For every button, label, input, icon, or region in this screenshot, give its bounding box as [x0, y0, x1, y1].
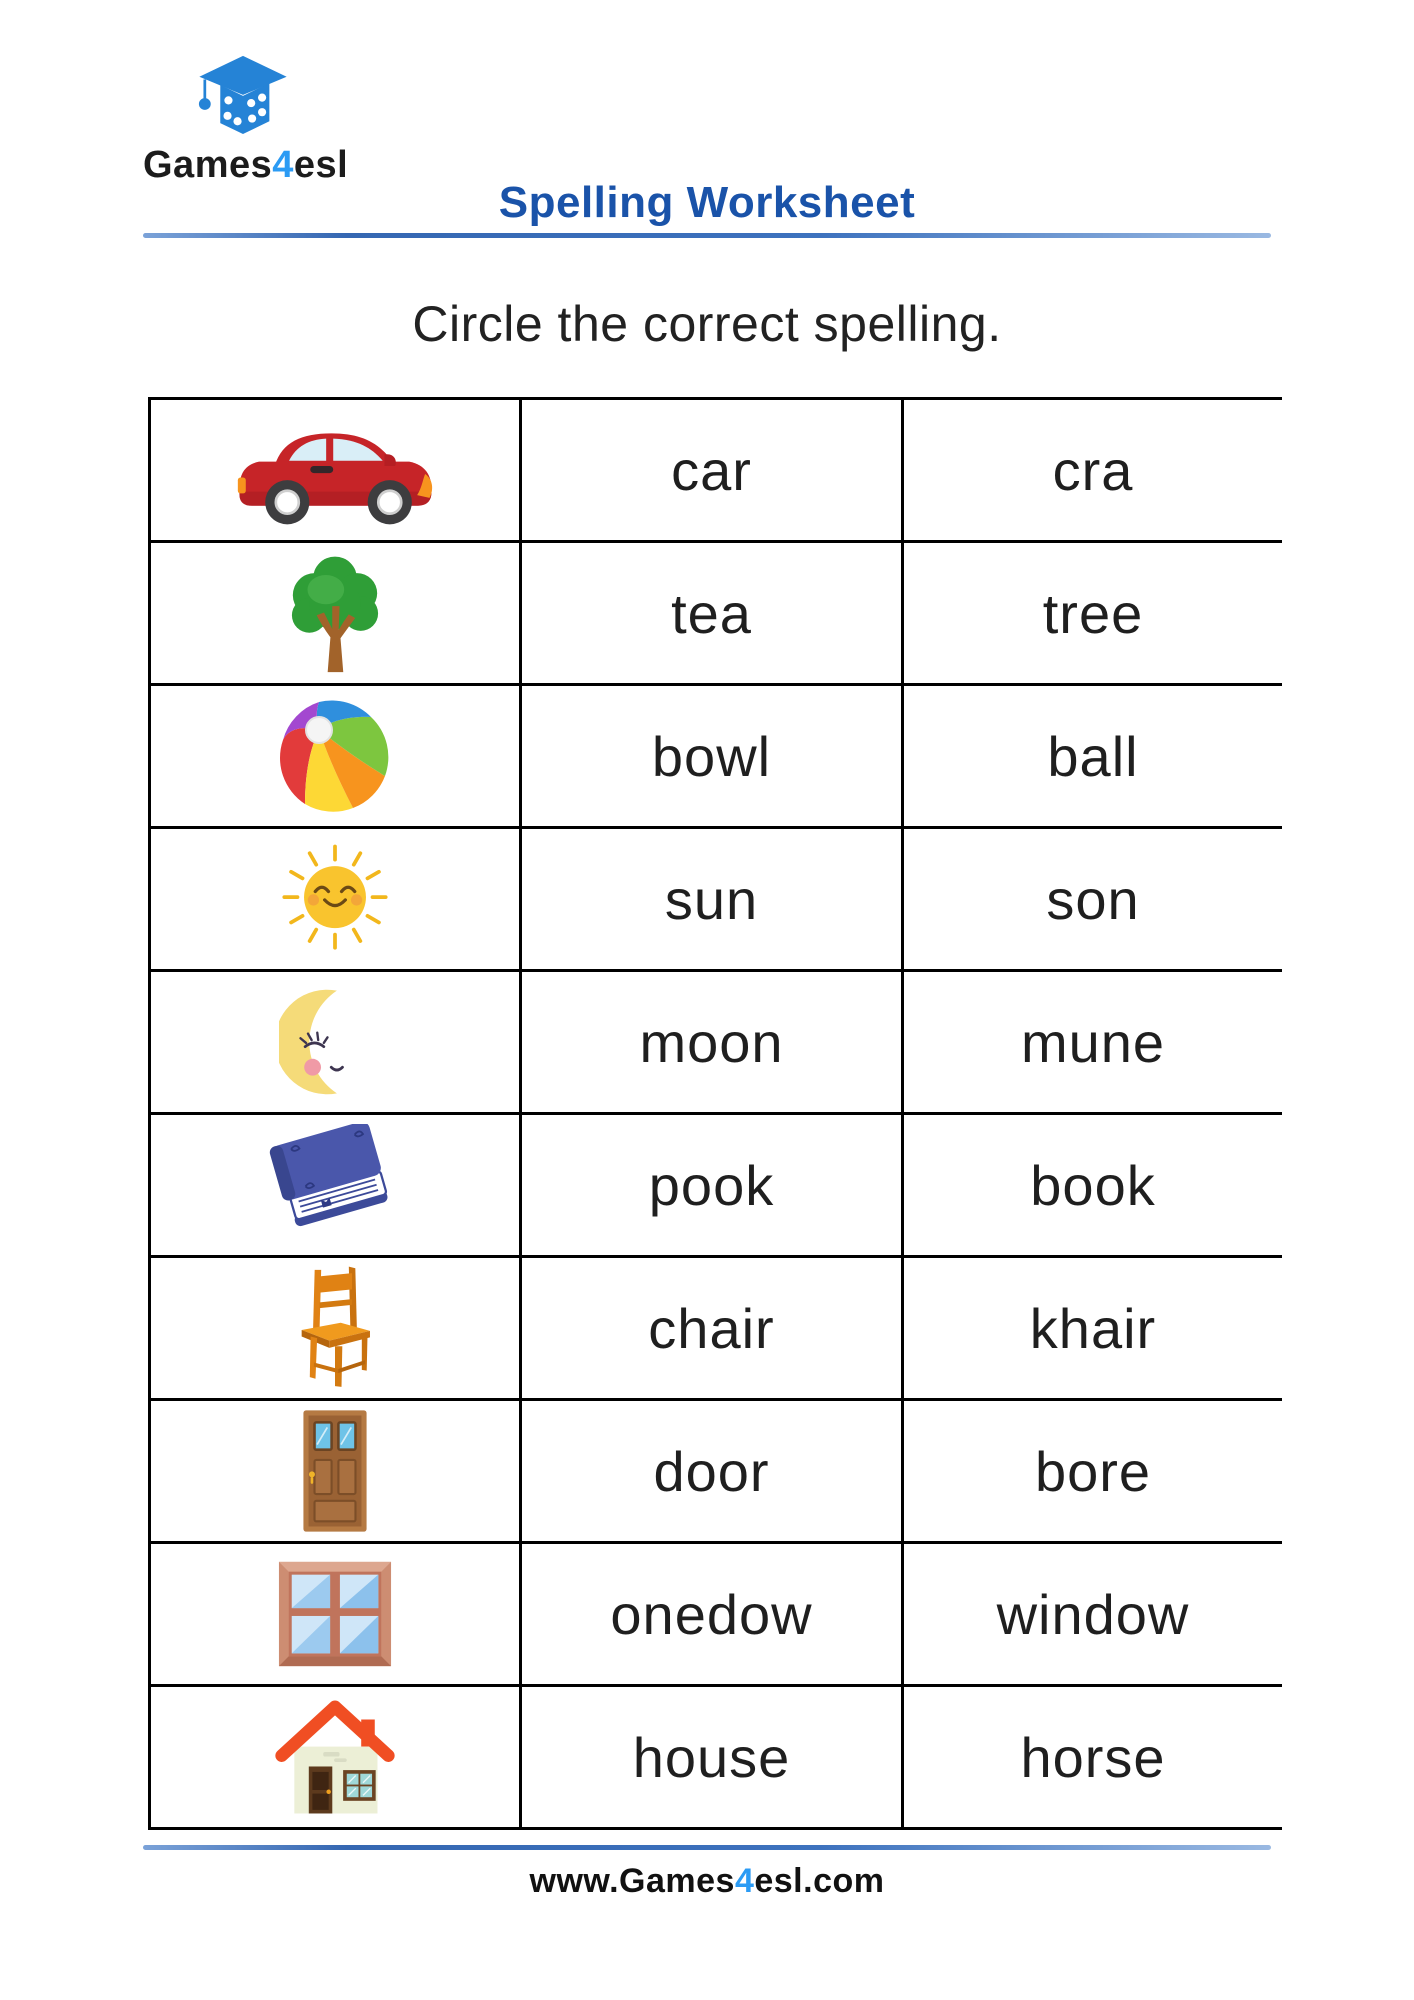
car-image	[229, 410, 441, 530]
option-word[interactable]: bowl	[651, 724, 772, 788]
image-cell-window	[151, 1544, 519, 1684]
option-cell[interactable]	[904, 1258, 1282, 1398]
graduation-dice-icon	[193, 48, 293, 140]
house-image	[267, 1696, 403, 1818]
option-word[interactable]: khair	[1029, 1296, 1157, 1360]
spelling-table	[148, 397, 1282, 1830]
image-cell-sun	[151, 829, 519, 969]
option-word[interactable]: door	[653, 1439, 770, 1503]
footer-url-accent: 4	[734, 1862, 755, 1900]
brand-name-prefix: Games	[143, 144, 273, 186]
image-cell-door	[151, 1401, 519, 1541]
option-cell[interactable]	[522, 400, 901, 540]
option-word[interactable]: cra	[1052, 438, 1134, 502]
option-cell[interactable]	[522, 1258, 901, 1398]
image-cell-car	[151, 400, 519, 540]
option-word[interactable]: book	[1030, 1153, 1156, 1217]
option-cell[interactable]	[904, 686, 1282, 826]
option-cell[interactable]	[522, 1544, 901, 1684]
image-cell-ball	[151, 686, 519, 826]
footer-url-suffix: esl.com	[754, 1862, 885, 1900]
option-word[interactable]: chair	[648, 1296, 775, 1360]
option-word[interactable]: moon	[639, 1010, 784, 1074]
option-word[interactable]: window	[996, 1582, 1190, 1646]
option-cell[interactable]	[904, 829, 1282, 969]
header-divider-line	[143, 233, 1271, 238]
option-cell[interactable]	[522, 686, 901, 826]
option-cell[interactable]	[522, 972, 901, 1112]
option-cell[interactable]	[904, 400, 1282, 540]
option-word[interactable]: pook	[648, 1153, 775, 1217]
moon-image	[279, 981, 391, 1103]
brand-logo	[143, 48, 349, 187]
option-cell[interactable]	[522, 543, 901, 683]
option-word[interactable]: tree	[1042, 581, 1144, 645]
option-cell[interactable]	[904, 1544, 1282, 1684]
door-image	[296, 1407, 374, 1535]
option-word[interactable]: sun	[664, 867, 759, 931]
footer-divider-line	[143, 1845, 1271, 1850]
option-word[interactable]: son	[1046, 867, 1140, 931]
image-cell-chair	[151, 1258, 519, 1398]
brand-name-suffix: esl	[293, 144, 349, 186]
ball-image	[275, 696, 395, 816]
page-title: Spelling Worksheet	[498, 178, 916, 227]
option-cell[interactable]	[904, 543, 1282, 683]
option-cell[interactable]	[904, 1115, 1282, 1255]
brand-name-accent: 4	[272, 144, 294, 186]
image-cell-moon	[151, 972, 519, 1112]
footer-url	[0, 1862, 1414, 1901]
option-cell[interactable]	[904, 1687, 1282, 1827]
image-cell-book	[151, 1115, 519, 1255]
image-cell-tree	[151, 543, 519, 683]
option-word[interactable]: ball	[1047, 724, 1139, 788]
option-cell[interactable]	[904, 1401, 1282, 1541]
option-word[interactable]: onedow	[610, 1582, 813, 1646]
sun-image	[274, 838, 396, 960]
chair-image	[289, 1265, 381, 1391]
footer-url-prefix: www.Games	[529, 1862, 735, 1900]
option-word[interactable]: house	[632, 1725, 791, 1789]
option-word[interactable]: tea	[671, 581, 752, 645]
option-cell[interactable]	[904, 972, 1282, 1112]
option-word[interactable]: car	[671, 438, 752, 502]
option-cell[interactable]	[522, 1401, 901, 1541]
image-cell-house	[151, 1687, 519, 1827]
option-word[interactable]: horse	[1020, 1725, 1166, 1789]
tree-image	[280, 551, 390, 675]
option-cell[interactable]	[522, 829, 901, 969]
book-image	[265, 1124, 405, 1246]
option-word[interactable]: mune	[1020, 1010, 1166, 1074]
option-word[interactable]: bore	[1034, 1439, 1152, 1503]
option-cell[interactable]	[522, 1687, 901, 1827]
instruction-text: Circle the correct spelling.	[412, 296, 1002, 352]
window-image	[276, 1558, 394, 1670]
option-cell[interactable]	[522, 1115, 901, 1255]
